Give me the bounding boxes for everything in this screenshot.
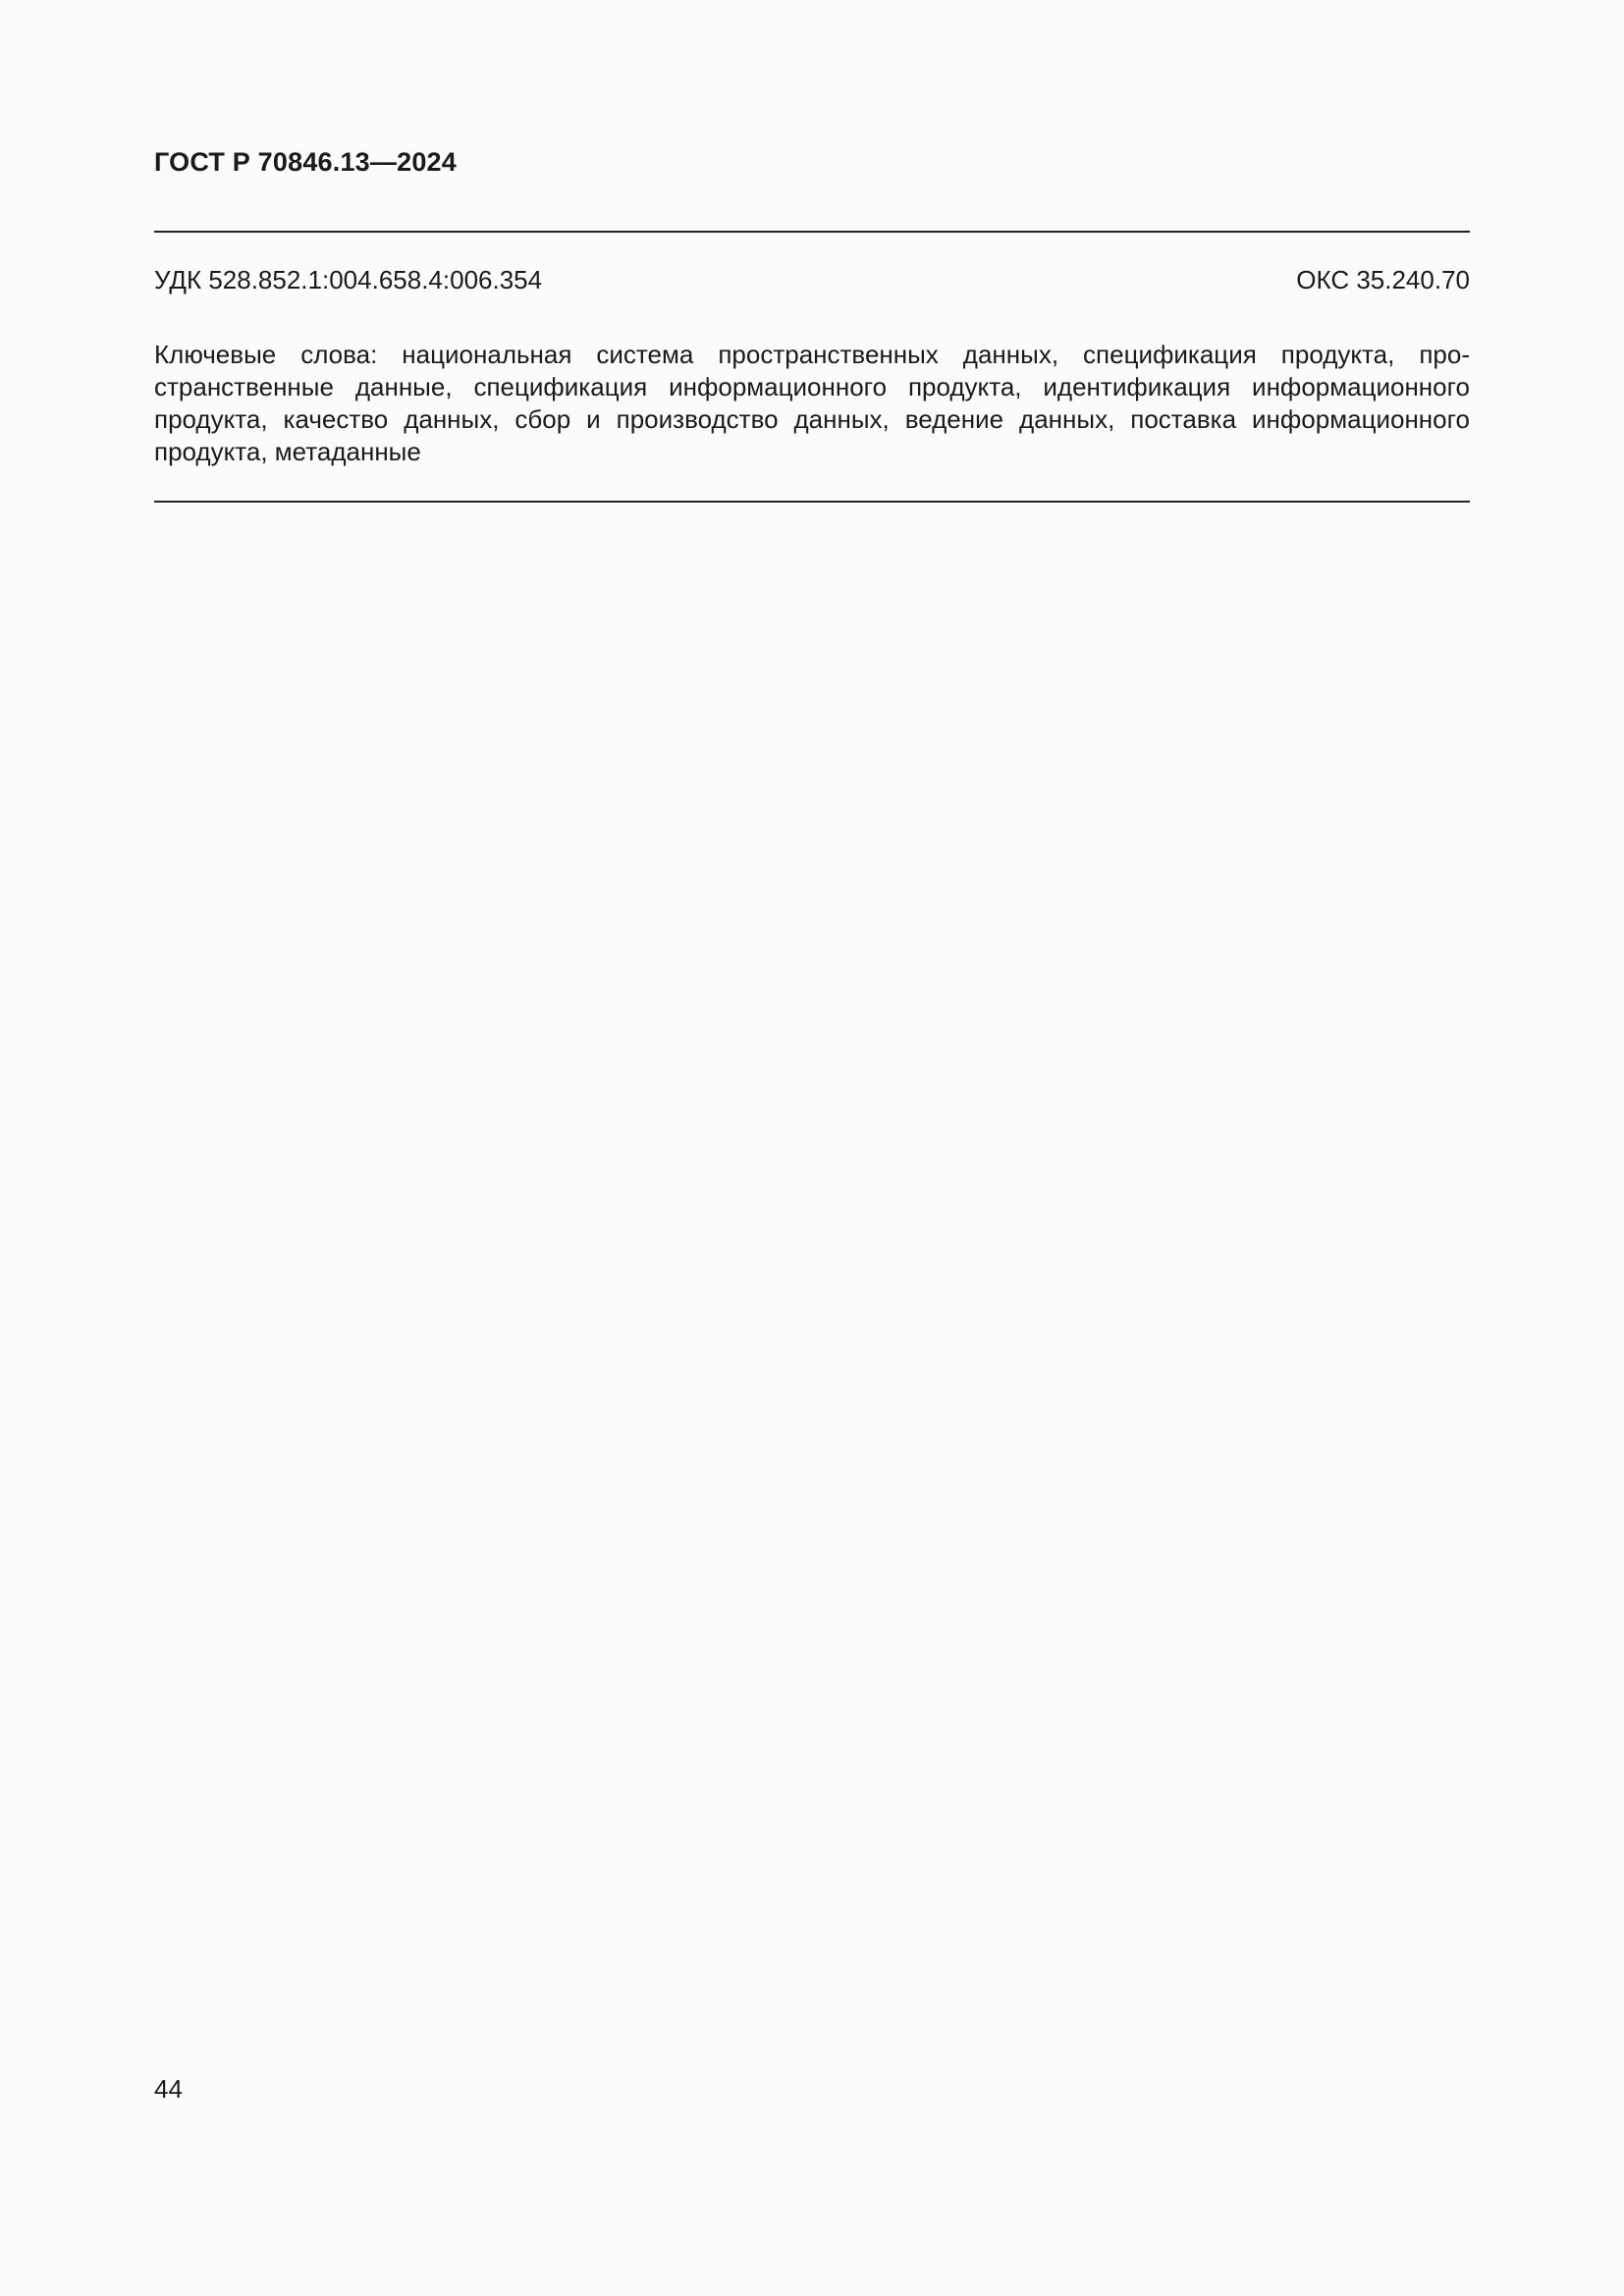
keywords-paragraph: Ключевые слова: национальная система пространственных данных, спецификация продукта, пространственные данные, спецификация информационного продукта, идентификация информационного продукта, качество данных, сбор и производство данных, ведение данных, поставка информационного продукта, метаданные [154, 340, 1470, 466]
udk-code: УДК 528.852.1:004.658.4:006.354 [154, 265, 543, 294]
top-divider [154, 231, 1470, 233]
oks-code: ОКС 35.240.70 [1296, 265, 1470, 294]
page-number: 44 [154, 2074, 183, 2104]
document-header-code: ГОСТ Р 70846.13—2024 [154, 147, 457, 177]
classification-row [154, 265, 1470, 295]
bottom-divider [154, 501, 1470, 503]
